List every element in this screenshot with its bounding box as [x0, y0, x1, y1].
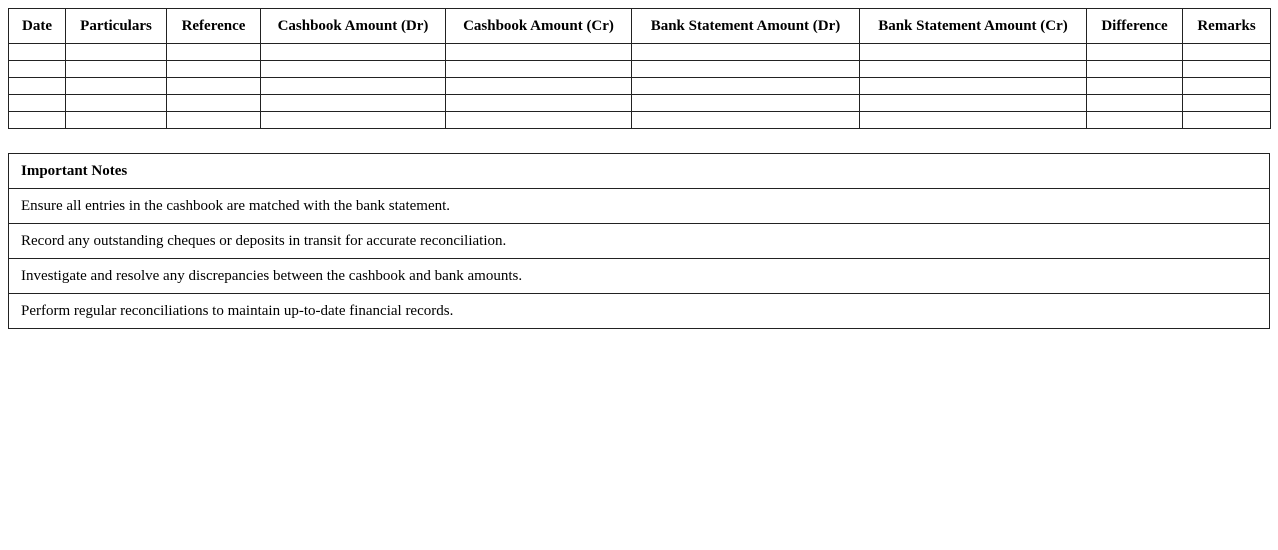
table-cell[interactable] — [446, 95, 632, 112]
table-cell[interactable] — [860, 112, 1087, 129]
table-cell[interactable] — [860, 44, 1087, 61]
table-cell[interactable] — [9, 44, 66, 61]
table-cell[interactable] — [632, 112, 860, 129]
table-cell[interactable] — [66, 95, 167, 112]
table-cell[interactable] — [167, 78, 261, 95]
table-cell[interactable] — [66, 61, 167, 78]
table-row — [9, 61, 1271, 78]
notes-title: Important Notes — [9, 154, 1270, 189]
table-cell[interactable] — [261, 112, 446, 129]
reconciliation-table — [8, 8, 1271, 129]
table-cell[interactable] — [860, 95, 1087, 112]
table-cell[interactable] — [632, 78, 860, 95]
table-cell[interactable] — [1087, 112, 1183, 129]
column-header: Particulars — [66, 9, 167, 44]
header-row — [9, 9, 1271, 44]
column-header: Remarks — [1183, 9, 1271, 44]
table-cell[interactable] — [66, 78, 167, 95]
table-cell[interactable] — [66, 44, 167, 61]
table-cell[interactable] — [167, 112, 261, 129]
table-cell[interactable] — [167, 61, 261, 78]
column-header: Bank Statement Amount (Cr) — [860, 9, 1087, 44]
table-cell[interactable] — [167, 44, 261, 61]
table-cell[interactable] — [261, 44, 446, 61]
column-header: Reference — [167, 9, 261, 44]
table-cell[interactable] — [261, 78, 446, 95]
table-cell[interactable] — [1183, 44, 1271, 61]
table-cell[interactable] — [1087, 78, 1183, 95]
table-cell[interactable] — [167, 95, 261, 112]
table-cell[interactable] — [1183, 78, 1271, 95]
table-row — [9, 95, 1271, 112]
table-row — [9, 78, 1271, 95]
table-cell[interactable] — [446, 44, 632, 61]
column-header: Cashbook Amount (Cr) — [446, 9, 632, 44]
table-cell[interactable] — [1087, 61, 1183, 78]
table-cell[interactable] — [9, 78, 66, 95]
column-header: Difference — [1087, 9, 1183, 44]
table-cell[interactable] — [1087, 95, 1183, 112]
table-cell[interactable] — [261, 61, 446, 78]
note-row — [9, 224, 1270, 259]
table-cell[interactable] — [9, 112, 66, 129]
table-cell[interactable] — [9, 61, 66, 78]
table-cell[interactable] — [1183, 95, 1271, 112]
table-cell[interactable] — [446, 112, 632, 129]
table-row — [9, 112, 1271, 129]
table-cell[interactable] — [1087, 44, 1183, 61]
note-row — [9, 294, 1270, 329]
column-header: Bank Statement Amount (Dr) — [632, 9, 860, 44]
table-cell[interactable] — [632, 61, 860, 78]
table-cell[interactable] — [446, 78, 632, 95]
table-cell[interactable] — [261, 95, 446, 112]
table-cell[interactable] — [66, 112, 167, 129]
note-text: Investigate and resolve any discrepancies between the cashbook and bank amounts. — [9, 259, 1270, 294]
note-row — [9, 189, 1270, 224]
note-text: Perform regular reconciliations to maintain up-to-date financial records. — [9, 294, 1270, 329]
table-cell[interactable] — [860, 61, 1087, 78]
table-cell[interactable] — [1183, 61, 1271, 78]
note-text: Record any outstanding cheques or deposits in transit for accurate reconciliation. — [9, 224, 1270, 259]
note-row — [9, 259, 1270, 294]
column-header: Date — [9, 9, 66, 44]
table-cell[interactable] — [860, 78, 1087, 95]
notes-header-row — [9, 154, 1270, 189]
table-cell[interactable] — [632, 44, 860, 61]
column-header: Cashbook Amount (Dr) — [261, 9, 446, 44]
important-notes-table — [8, 153, 1270, 329]
table-cell[interactable] — [446, 61, 632, 78]
note-text: Ensure all entries in the cashbook are matched with the bank statement. — [9, 189, 1270, 224]
table-row — [9, 44, 1271, 61]
table-cell[interactable] — [9, 95, 66, 112]
table-cell[interactable] — [632, 95, 860, 112]
table-cell[interactable] — [1183, 112, 1271, 129]
